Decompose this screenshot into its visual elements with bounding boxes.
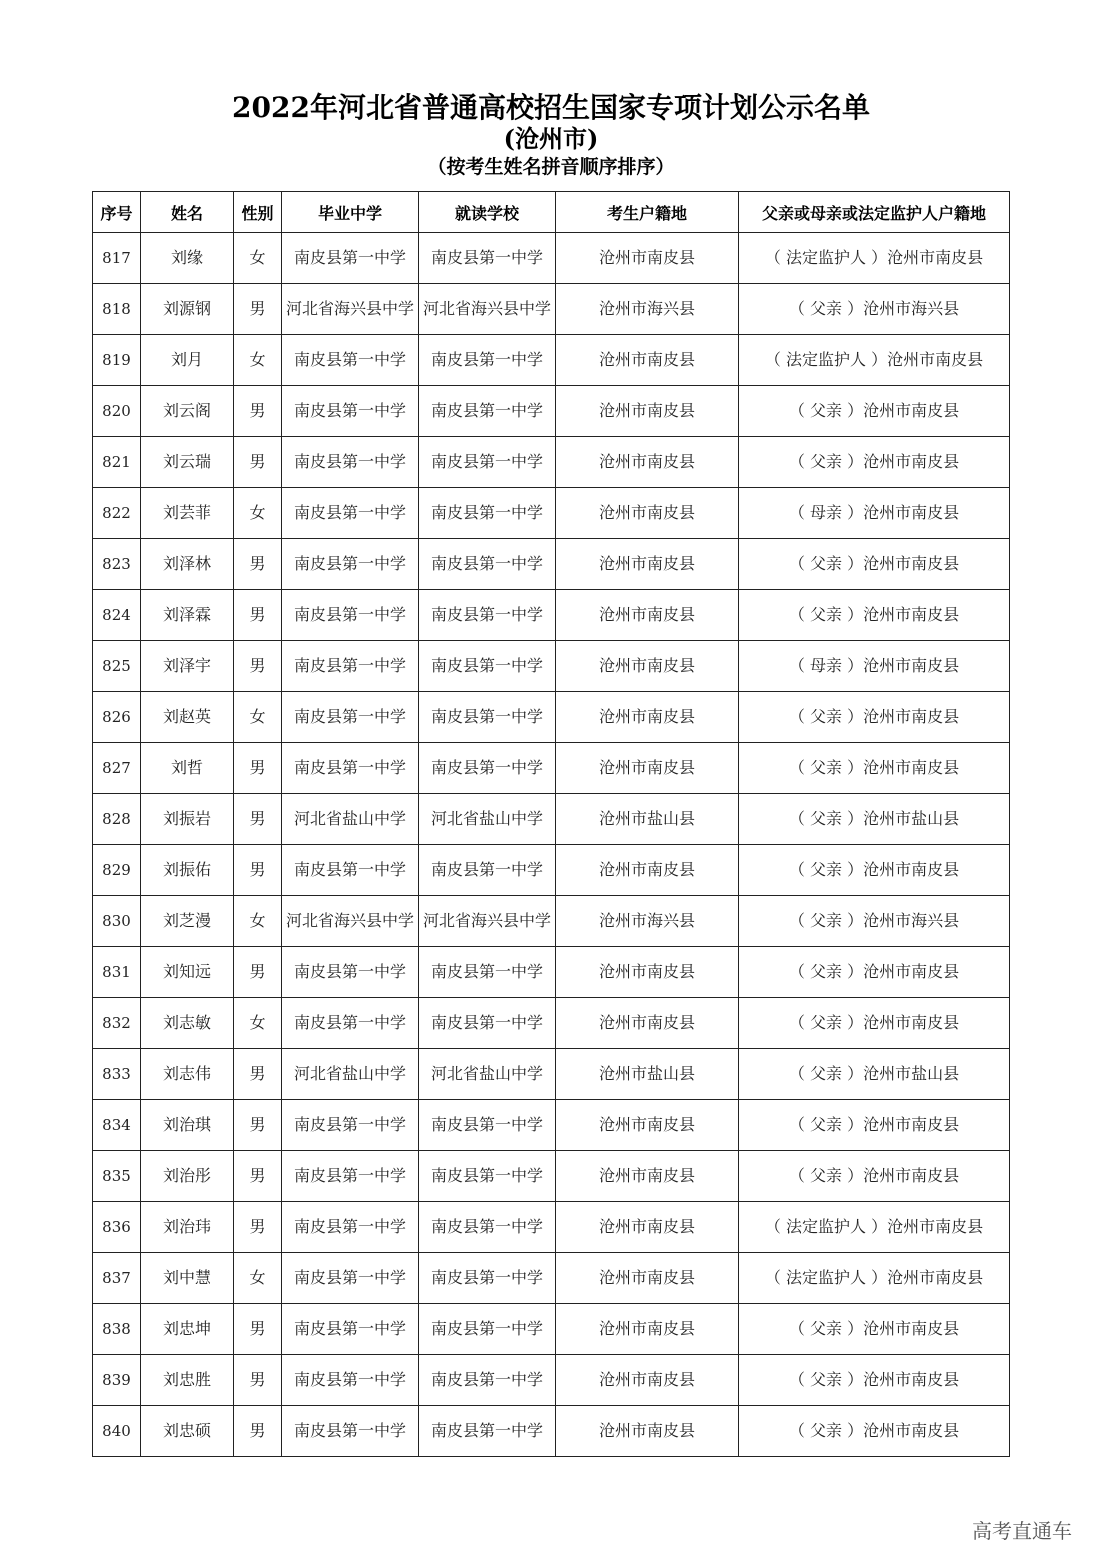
student-domicile-cell: 沧州市南皮县 <box>556 1355 739 1406</box>
table-row <box>93 437 1010 488</box>
row-index-cell: 833 <box>93 1049 141 1100</box>
student-name-cell: 刘振岩 <box>141 794 234 845</box>
row-index-cell: 840 <box>93 1406 141 1457</box>
student-name-cell: 刘赵英 <box>141 692 234 743</box>
guardian-domicile-cell: （ 法定监护人 ）沧州市南皮县 <box>739 233 1010 284</box>
gender-cell: 女 <box>234 692 282 743</box>
student-name-cell: 刘中慧 <box>141 1253 234 1304</box>
row-index-cell: 836 <box>93 1202 141 1253</box>
student-name-cell: 刘志伟 <box>141 1049 234 1100</box>
gender-cell: 男 <box>234 1100 282 1151</box>
student-name-cell: 刘泽霖 <box>141 590 234 641</box>
current-school-cell: 南皮县第一中学 <box>419 1202 556 1253</box>
student-domicile-cell: 沧州市南皮县 <box>556 743 739 794</box>
guardian-domicile-cell: （ 父亲 ）沧州市海兴县 <box>739 284 1010 335</box>
current-school-cell: 河北省海兴县中学 <box>419 896 556 947</box>
graduated-school-cell: 南皮县第一中学 <box>282 1355 419 1406</box>
table-row <box>93 794 1010 845</box>
column-header: 毕业中学 <box>282 192 419 233</box>
table-row <box>93 641 1010 692</box>
student-name-cell: 刘振佑 <box>141 845 234 896</box>
graduated-school-cell: 南皮县第一中学 <box>282 1304 419 1355</box>
student-domicile-cell: 沧州市南皮县 <box>556 692 739 743</box>
table-body <box>93 233 1010 1457</box>
student-domicile-cell: 沧州市南皮县 <box>556 590 739 641</box>
column-header: 父亲或母亲或法定监护人户籍地 <box>739 192 1010 233</box>
gender-cell: 男 <box>234 1355 282 1406</box>
student-domicile-cell: 沧州市南皮县 <box>556 488 739 539</box>
student-domicile-cell: 沧州市南皮县 <box>556 1100 739 1151</box>
student-domicile-cell: 沧州市南皮县 <box>556 233 739 284</box>
table-row <box>93 1406 1010 1457</box>
table-row <box>93 896 1010 947</box>
graduated-school-cell: 南皮县第一中学 <box>282 386 419 437</box>
graduated-school-cell: 河北省盐山中学 <box>282 794 419 845</box>
student-domicile-cell: 沧州市南皮县 <box>556 845 739 896</box>
current-school-cell: 南皮县第一中学 <box>419 998 556 1049</box>
guardian-domicile-cell: （ 父亲 ）沧州市南皮县 <box>739 386 1010 437</box>
row-index-cell: 827 <box>93 743 141 794</box>
current-school-cell: 南皮县第一中学 <box>419 335 556 386</box>
table-row <box>93 998 1010 1049</box>
row-index-cell: 839 <box>93 1355 141 1406</box>
student-domicile-cell: 沧州市南皮县 <box>556 641 739 692</box>
column-header: 姓名 <box>141 192 234 233</box>
current-school-cell: 河北省盐山中学 <box>419 1049 556 1100</box>
row-index-cell: 828 <box>93 794 141 845</box>
student-name-cell: 刘云瑞 <box>141 437 234 488</box>
current-school-cell: 南皮县第一中学 <box>419 386 556 437</box>
row-index-cell: 825 <box>93 641 141 692</box>
student-name-cell: 刘云阁 <box>141 386 234 437</box>
row-index-cell: 821 <box>93 437 141 488</box>
table-row <box>93 743 1010 794</box>
column-header: 考生户籍地 <box>556 192 739 233</box>
gender-cell: 男 <box>234 1202 282 1253</box>
gender-cell: 女 <box>234 335 282 386</box>
guardian-domicile-cell: （ 父亲 ）沧州市南皮县 <box>739 539 1010 590</box>
gender-cell: 女 <box>234 1253 282 1304</box>
student-domicile-cell: 沧州市南皮县 <box>556 998 739 1049</box>
graduated-school-cell: 河北省海兴县中学 <box>282 896 419 947</box>
current-school-cell: 南皮县第一中学 <box>419 590 556 641</box>
guardian-domicile-cell: （ 父亲 ）沧州市南皮县 <box>739 743 1010 794</box>
current-school-cell: 南皮县第一中学 <box>419 947 556 998</box>
guardian-domicile-cell: （ 父亲 ）沧州市盐山县 <box>739 1049 1010 1100</box>
current-school-cell: 南皮县第一中学 <box>419 488 556 539</box>
gender-cell: 男 <box>234 284 282 335</box>
student-name-cell: 刘忠坤 <box>141 1304 234 1355</box>
guardian-domicile-cell: （ 父亲 ）沧州市南皮县 <box>739 590 1010 641</box>
current-school-cell: 南皮县第一中学 <box>419 1355 556 1406</box>
table-row <box>93 692 1010 743</box>
gender-cell: 男 <box>234 947 282 998</box>
table-row <box>93 947 1010 998</box>
guardian-domicile-cell: （ 父亲 ）沧州市盐山县 <box>739 794 1010 845</box>
graduated-school-cell: 南皮县第一中学 <box>282 998 419 1049</box>
table-row <box>93 539 1010 590</box>
table-row <box>93 1355 1010 1406</box>
graduated-school-cell: 南皮县第一中学 <box>282 743 419 794</box>
graduated-school-cell: 南皮县第一中学 <box>282 437 419 488</box>
row-index-cell: 838 <box>93 1304 141 1355</box>
student-domicile-cell: 沧州市南皮县 <box>556 1151 739 1202</box>
gender-cell: 男 <box>234 539 282 590</box>
current-school-cell: 南皮县第一中学 <box>419 1253 556 1304</box>
row-index-cell: 835 <box>93 1151 141 1202</box>
document-title: 2022年河北省普通高校招生国家专项计划公示名单 <box>232 91 870 124</box>
student-domicile-cell: 沧州市南皮县 <box>556 335 739 386</box>
guardian-domicile-cell: （ 父亲 ）沧州市南皮县 <box>739 437 1010 488</box>
table-row <box>93 233 1010 284</box>
student-name-cell: 刘泽宇 <box>141 641 234 692</box>
student-domicile-cell: 沧州市南皮县 <box>556 539 739 590</box>
row-index-cell: 820 <box>93 386 141 437</box>
table-row <box>93 1151 1010 1202</box>
student-name-cell: 刘忠胜 <box>141 1355 234 1406</box>
column-header: 序号 <box>93 192 141 233</box>
gender-cell: 男 <box>234 1049 282 1100</box>
table-row <box>93 1253 1010 1304</box>
guardian-domicile-cell: （ 母亲 ）沧州市南皮县 <box>739 641 1010 692</box>
current-school-cell: 河北省海兴县中学 <box>419 284 556 335</box>
graduated-school-cell: 河北省盐山中学 <box>282 1049 419 1100</box>
sort-order-note: （按考生姓名拼音顺序排序） <box>427 156 675 178</box>
gender-cell: 男 <box>234 1151 282 1202</box>
current-school-cell: 南皮县第一中学 <box>419 1151 556 1202</box>
table-row <box>93 1049 1010 1100</box>
gender-cell: 男 <box>234 1406 282 1457</box>
gender-cell: 男 <box>234 590 282 641</box>
table-row <box>93 590 1010 641</box>
student-name-cell: 刘芸菲 <box>141 488 234 539</box>
guardian-domicile-cell: （ 父亲 ）沧州市南皮县 <box>739 1151 1010 1202</box>
current-school-cell: 南皮县第一中学 <box>419 1406 556 1457</box>
gender-cell: 男 <box>234 641 282 692</box>
student-domicile-cell: 沧州市南皮县 <box>556 1304 739 1355</box>
row-index-cell: 830 <box>93 896 141 947</box>
table-row <box>93 1202 1010 1253</box>
graduated-school-cell: 南皮县第一中学 <box>282 845 419 896</box>
graduated-school-cell: 南皮县第一中学 <box>282 1100 419 1151</box>
current-school-cell: 南皮县第一中学 <box>419 845 556 896</box>
current-school-cell: 河北省盐山中学 <box>419 794 556 845</box>
student-name-cell: 刘源钢 <box>141 284 234 335</box>
guardian-domicile-cell: （ 法定监护人 ）沧州市南皮县 <box>739 1253 1010 1304</box>
graduated-school-cell: 南皮县第一中学 <box>282 947 419 998</box>
document-subtitle-region: (沧州市) <box>503 124 599 153</box>
student-name-cell: 刘治玮 <box>141 1202 234 1253</box>
graduated-school-cell: 南皮县第一中学 <box>282 539 419 590</box>
student-name-cell: 刘月 <box>141 335 234 386</box>
graduated-school-cell: 南皮县第一中学 <box>282 1253 419 1304</box>
row-index-cell: 826 <box>93 692 141 743</box>
column-header: 就读学校 <box>419 192 556 233</box>
table-row <box>93 1100 1010 1151</box>
graduated-school-cell: 南皮县第一中学 <box>282 1151 419 1202</box>
guardian-domicile-cell: （ 父亲 ）沧州市南皮县 <box>739 1100 1010 1151</box>
gender-cell: 女 <box>234 896 282 947</box>
guardian-domicile-cell: （ 父亲 ）沧州市南皮县 <box>739 845 1010 896</box>
student-domicile-cell: 沧州市南皮县 <box>556 1202 739 1253</box>
graduated-school-cell: 河北省海兴县中学 <box>282 284 419 335</box>
current-school-cell: 南皮县第一中学 <box>419 743 556 794</box>
guardian-domicile-cell: （ 父亲 ）沧州市南皮县 <box>739 947 1010 998</box>
student-name-cell: 刘志敏 <box>141 998 234 1049</box>
row-index-cell: 824 <box>93 590 141 641</box>
guardian-domicile-cell: （ 父亲 ）沧州市南皮县 <box>739 1355 1010 1406</box>
student-name-cell: 刘治彤 <box>141 1151 234 1202</box>
student-name-cell: 刘治琪 <box>141 1100 234 1151</box>
student-domicile-cell: 沧州市南皮县 <box>556 1253 739 1304</box>
gender-cell: 男 <box>234 386 282 437</box>
row-index-cell: 823 <box>93 539 141 590</box>
row-index-cell: 832 <box>93 998 141 1049</box>
student-domicile-cell: 沧州市南皮县 <box>556 386 739 437</box>
graduated-school-cell: 南皮县第一中学 <box>282 233 419 284</box>
student-domicile-cell: 沧州市海兴县 <box>556 896 739 947</box>
guardian-domicile-cell: （ 父亲 ）沧州市南皮县 <box>739 1406 1010 1457</box>
column-header: 性别 <box>234 192 282 233</box>
student-domicile-cell: 沧州市南皮县 <box>556 1406 739 1457</box>
student-name-cell: 刘泽林 <box>141 539 234 590</box>
student-name-cell: 刘哲 <box>141 743 234 794</box>
row-index-cell: 837 <box>93 1253 141 1304</box>
graduated-school-cell: 南皮县第一中学 <box>282 1202 419 1253</box>
guardian-domicile-cell: （ 法定监护人 ）沧州市南皮县 <box>739 335 1010 386</box>
graduated-school-cell: 南皮县第一中学 <box>282 692 419 743</box>
guardian-domicile-cell: （ 父亲 ）沧州市南皮县 <box>739 1304 1010 1355</box>
guardian-domicile-cell: （ 父亲 ）沧州市南皮县 <box>739 692 1010 743</box>
student-name-cell: 刘芝漫 <box>141 896 234 947</box>
guardian-domicile-cell: （ 父亲 ）沧州市南皮县 <box>739 998 1010 1049</box>
row-index-cell: 829 <box>93 845 141 896</box>
gender-cell: 女 <box>234 233 282 284</box>
guardian-domicile-cell: （ 法定监护人 ）沧州市南皮县 <box>739 1202 1010 1253</box>
graduated-school-cell: 南皮县第一中学 <box>282 641 419 692</box>
table-row <box>93 845 1010 896</box>
student-domicile-cell: 沧州市盐山县 <box>556 794 739 845</box>
table-row <box>93 284 1010 335</box>
gender-cell: 男 <box>234 794 282 845</box>
row-index-cell: 817 <box>93 233 141 284</box>
table-header-row <box>93 192 1010 233</box>
student-domicile-cell: 沧州市南皮县 <box>556 437 739 488</box>
row-index-cell: 819 <box>93 335 141 386</box>
gender-cell: 男 <box>234 845 282 896</box>
gender-cell: 男 <box>234 743 282 794</box>
row-index-cell: 834 <box>93 1100 141 1151</box>
current-school-cell: 南皮县第一中学 <box>419 692 556 743</box>
current-school-cell: 南皮县第一中学 <box>419 1304 556 1355</box>
gender-cell: 男 <box>234 437 282 488</box>
guardian-domicile-cell: （ 母亲 ）沧州市南皮县 <box>739 488 1010 539</box>
current-school-cell: 南皮县第一中学 <box>419 233 556 284</box>
student-domicile-cell: 沧州市盐山县 <box>556 1049 739 1100</box>
gender-cell: 女 <box>234 998 282 1049</box>
graduated-school-cell: 南皮县第一中学 <box>282 335 419 386</box>
graduated-school-cell: 南皮县第一中学 <box>282 590 419 641</box>
student-name-cell: 刘忠硕 <box>141 1406 234 1457</box>
table-row <box>93 386 1010 437</box>
current-school-cell: 南皮县第一中学 <box>419 1100 556 1151</box>
gender-cell: 男 <box>234 1304 282 1355</box>
student-roster-table <box>92 191 1010 1457</box>
student-domicile-cell: 沧州市南皮县 <box>556 947 739 998</box>
current-school-cell: 南皮县第一中学 <box>419 641 556 692</box>
row-index-cell: 818 <box>93 284 141 335</box>
student-name-cell: 刘缘 <box>141 233 234 284</box>
row-index-cell: 831 <box>93 947 141 998</box>
student-name-cell: 刘知远 <box>141 947 234 998</box>
current-school-cell: 南皮县第一中学 <box>419 437 556 488</box>
watermark-text: 高考直通车 <box>972 1519 1072 1543</box>
graduated-school-cell: 南皮县第一中学 <box>282 1406 419 1457</box>
table-row <box>93 488 1010 539</box>
table-row <box>93 1304 1010 1355</box>
graduated-school-cell: 南皮县第一中学 <box>282 488 419 539</box>
student-domicile-cell: 沧州市海兴县 <box>556 284 739 335</box>
current-school-cell: 南皮县第一中学 <box>419 539 556 590</box>
gender-cell: 女 <box>234 488 282 539</box>
guardian-domicile-cell: （ 父亲 ）沧州市海兴县 <box>739 896 1010 947</box>
table-row <box>93 335 1010 386</box>
row-index-cell: 822 <box>93 488 141 539</box>
